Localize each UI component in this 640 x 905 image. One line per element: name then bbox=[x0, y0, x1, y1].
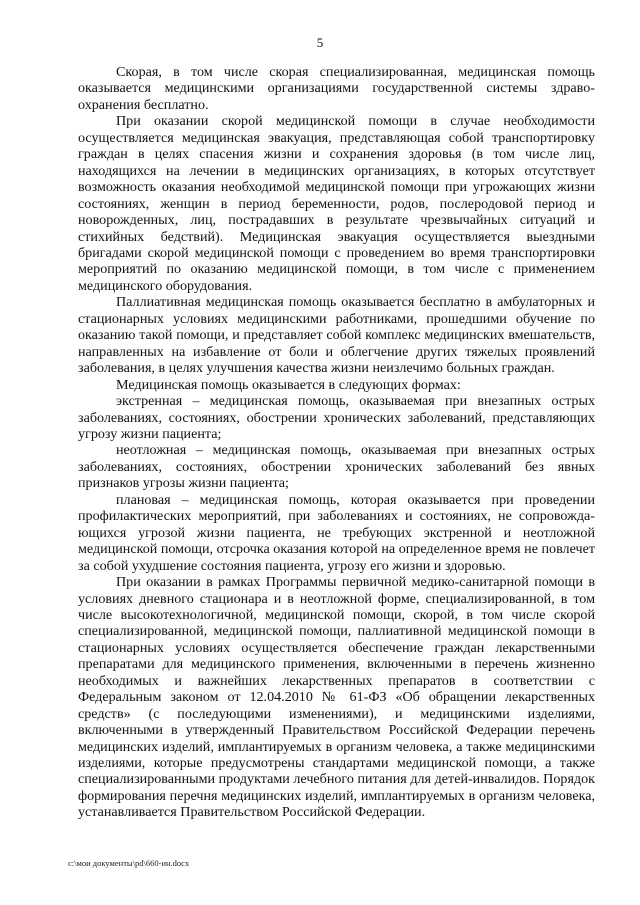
paragraph-form-planned: плановая – медицинская помощь, которая оказывается при проведении профилактических мероприятий, при заболеваниях и состояниях, не сопровождающихся угрозой жизни пациента, не требующих экстренной и неотложной медицинской помощи, отсрочка оказания которой на определенное время не повлечет за собой ухудшение состояния пациента, угрозу его жизни и здоровью. bbox=[78, 491, 595, 574]
paragraph-drug-provision: При оказании в рамках Программы первичной медико-санитарной помощи в условиях дневного стационара и в неотложной форме, специализированной, в том числе высокотехнологичной, медицинской помощи, скорой, в том числе скорой специализированной, медицинской помощи, паллиативной медицинской помощи в стационарных условиях осуществляется обеспечение граждан лекарственными препаратами для медицинского применения, включенными в перечень жизненно необходимых и важнейших лекарственных препаратов в соответствии с Федеральным законом от 12.04.2010 № 61-ФЗ «Об обращении лекарственных средств» (с последующими изменениями), и медицинскими изделиями, включенными в утвержденный Правительством Российской Федерации перечень медицинских изделий, имплантируемых в организм человека, а также медицинскими изделиями, которые предусмотрены стандартами медицинской помощи, а также специализированными продуктами лечебного питания для детей-инвалидов. Порядок формирования перечня медицинских изделий, имплантируемых в организм человека, устанавливается Правительством Российской Федерации. bbox=[78, 574, 595, 821]
paragraph-care-forms-intro: Медицинская помощь оказывается в следующих формах: bbox=[116, 376, 461, 393]
footer-file-path: c:\мои документы\pd\660-ин.docx bbox=[68, 858, 190, 868]
paragraph-form-emergency: экстренная – медицинская помощь, оказываемая при внезапных острых заболеваниях, состояниях, обострении хронических заболеваний, представляющих угрозу жизни пациента; bbox=[78, 393, 595, 442]
page-number: 5 bbox=[316, 35, 324, 50]
document-body bbox=[78, 64, 595, 821]
paragraph-medical-evacuation: При оказании скорой медицинской помощи в случае необходимости осуществляется медицинская эвакуация, представляющая собой транспортировку граждан в целях спасения жизни и сохранения здоровья (в том числе лиц, находящихся на лечении в медицинских организациях, в которых отсутствует возможность оказания необходимой медицинской помощи при угрожающих жизни состояниях, женщин в период беременности, родов, послеродовой период и новорожденных, лиц, пострадавших в результате чрезвычайных ситуаций и стихийных бедствий). Медицинская эвакуация осуществляется выездными бригадами скорой медицинской помощи с проведением во время транспортировки мероприятий по оказанию медицинской помощи, в том числе с применением медицинского оборудования. bbox=[78, 113, 595, 294]
paragraph-palliative-care: Паллиативная медицинская помощь оказывается бесплатно в амбулаторных и стационарных условиях медицинскими работниками, прошедшими обучение по оказанию такой помощи, и представляет собой комплекс медицинских вмешательств, направленных на избавление от боли и облегчение других тяжелых проявлений заболевания, в целях улучшения качества жизни неизлечимо больных граждан. bbox=[78, 294, 595, 377]
paragraph-form-urgent: неотложная – медицинская помощь, оказываемая при внезапных острых заболеваниях, состояниях, обострении хронических заболеваний без явных признаков угрозы жизни пациента; bbox=[78, 442, 595, 492]
paragraph-emergency-care: Скорая, в том числе скорая специализированная, медицинская помощь оказывается медицинскими организациями государственной системы здравоохранения бесплатно. bbox=[78, 64, 595, 113]
